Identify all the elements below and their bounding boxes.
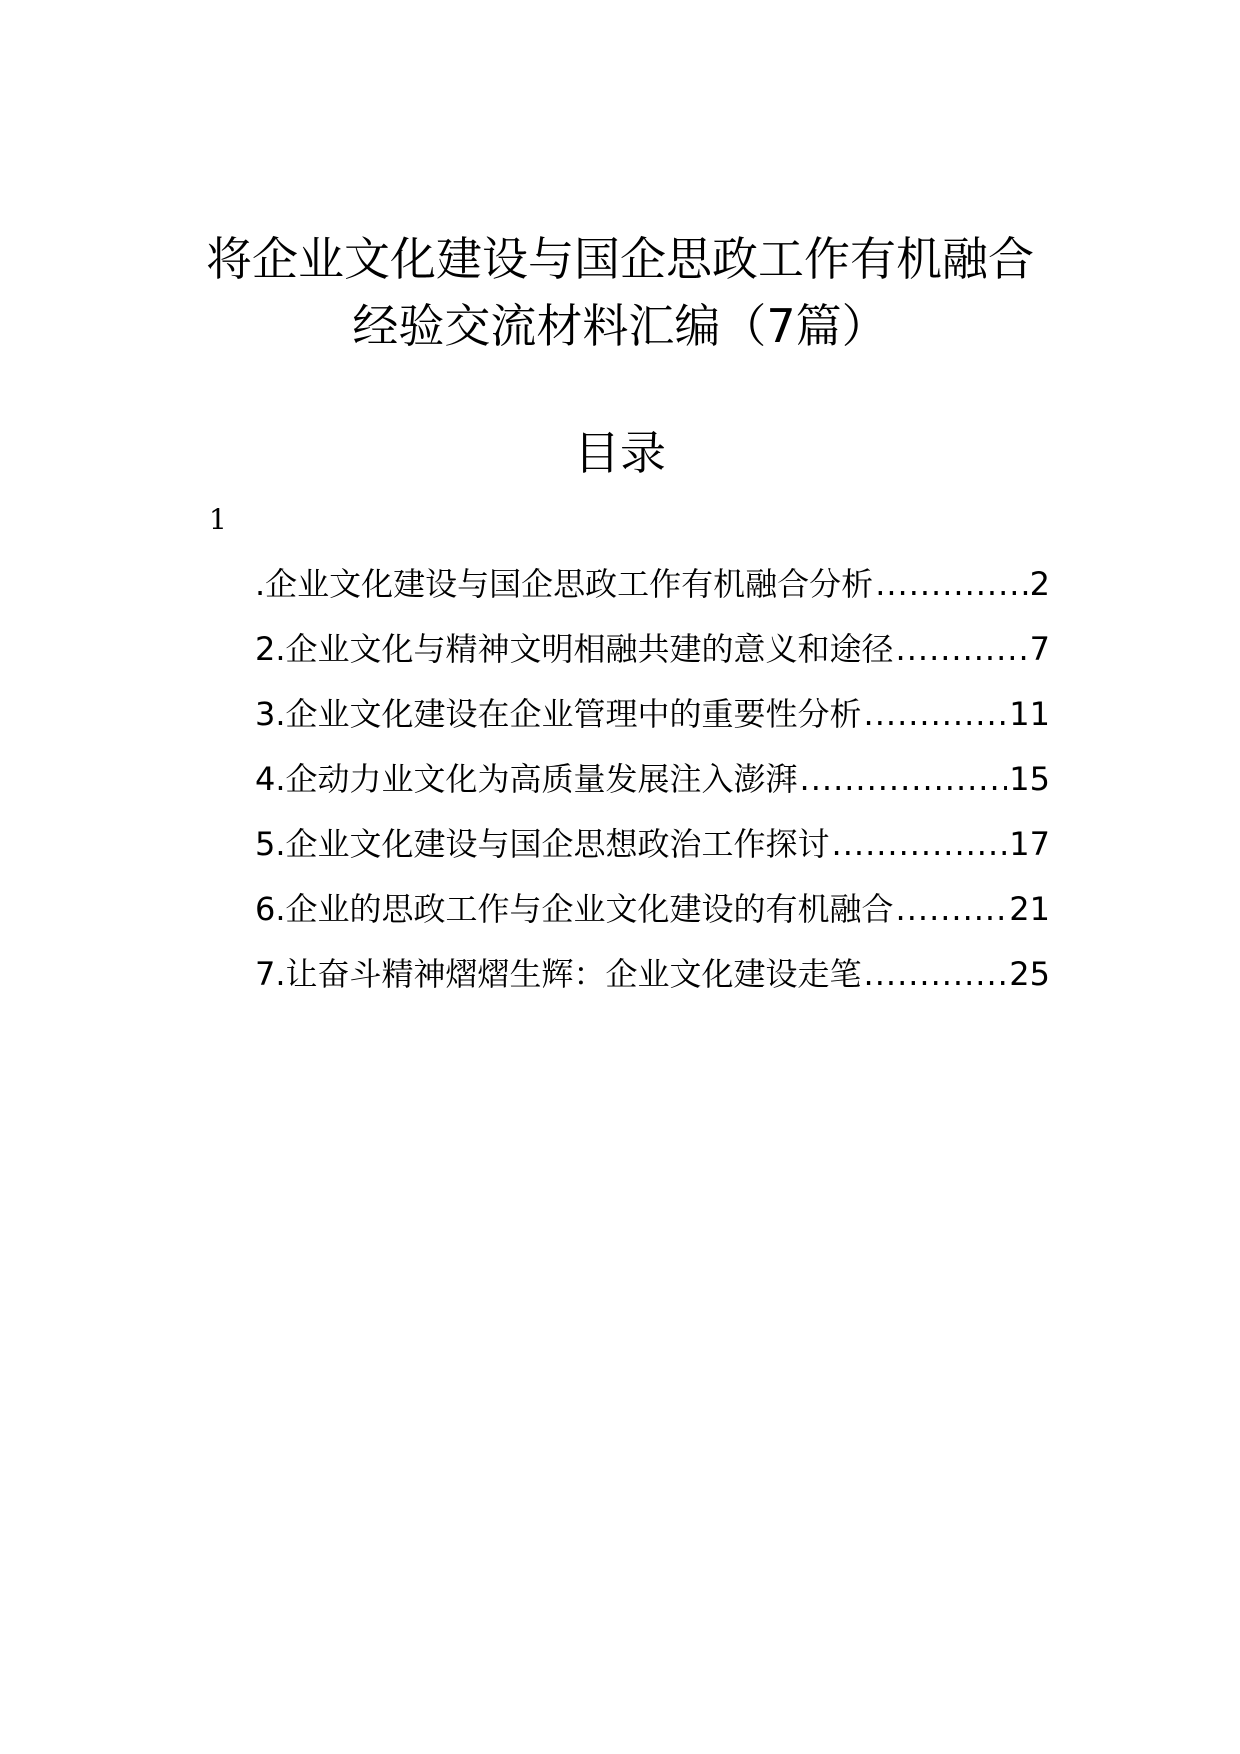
- toc-entry-3[interactable]: [255, 690, 1050, 755]
- toc-leader-dots: [800, 755, 1008, 803]
- toc-leader-dots: [875, 560, 1027, 608]
- toc-leader-dots: [864, 690, 1008, 738]
- toc-heading: 目录: [574, 426, 666, 480]
- table-of-contents: [255, 560, 1050, 1015]
- toc-entry-page: 11: [1009, 695, 1050, 733]
- toc-entry-6[interactable]: [255, 885, 1050, 950]
- toc-entry-title: .企业文化建设与国企思政工作有机融合分析: [255, 565, 874, 603]
- toc-entry-5[interactable]: [255, 820, 1050, 885]
- toc-leader-dots: [896, 625, 1028, 673]
- toc-entry-title: 4.企动力业文化为高质量发展注入澎湃: [255, 760, 798, 798]
- toc-entry-title: 2.企业文化与精神文明相融共建的意义和途径: [255, 630, 894, 668]
- toc-entry-page: 25: [1009, 955, 1050, 993]
- toc-entry-page: 7: [1029, 630, 1050, 668]
- toc-leader-dots: [864, 950, 1008, 998]
- toc-entry-1[interactable]: [255, 560, 1050, 625]
- toc-entry-page: 15: [1009, 760, 1050, 798]
- document-title-line-1: 将企业文化建设与国企思政工作有机融合: [206, 232, 1034, 286]
- toc-entry-7[interactable]: [255, 950, 1050, 1015]
- toc-entry-page: 17: [1009, 825, 1050, 863]
- toc-leader-dots: [896, 885, 1008, 933]
- toc-leader-dots: [832, 820, 1008, 868]
- stray-list-number: 1: [209, 503, 227, 536]
- toc-entry-title: 5.企业文化建设与国企思想政治工作探讨: [255, 825, 830, 863]
- toc-entry-page: 2: [1029, 565, 1050, 603]
- document-title-line-2: 经验交流材料汇编（7篇）: [352, 299, 888, 353]
- toc-entry-title: 7.让奋斗精神熠熠生辉：企业文化建设走笔: [255, 955, 862, 993]
- toc-entry-4[interactable]: [255, 755, 1050, 820]
- toc-entry-page: 21: [1009, 890, 1050, 928]
- toc-entry-title: 6.企业的思政工作与企业文化建设的有机融合: [255, 890, 894, 928]
- toc-entry-2[interactable]: [255, 625, 1050, 690]
- toc-entry-title: 3.企业文化建设在企业管理中的重要性分析: [255, 695, 862, 733]
